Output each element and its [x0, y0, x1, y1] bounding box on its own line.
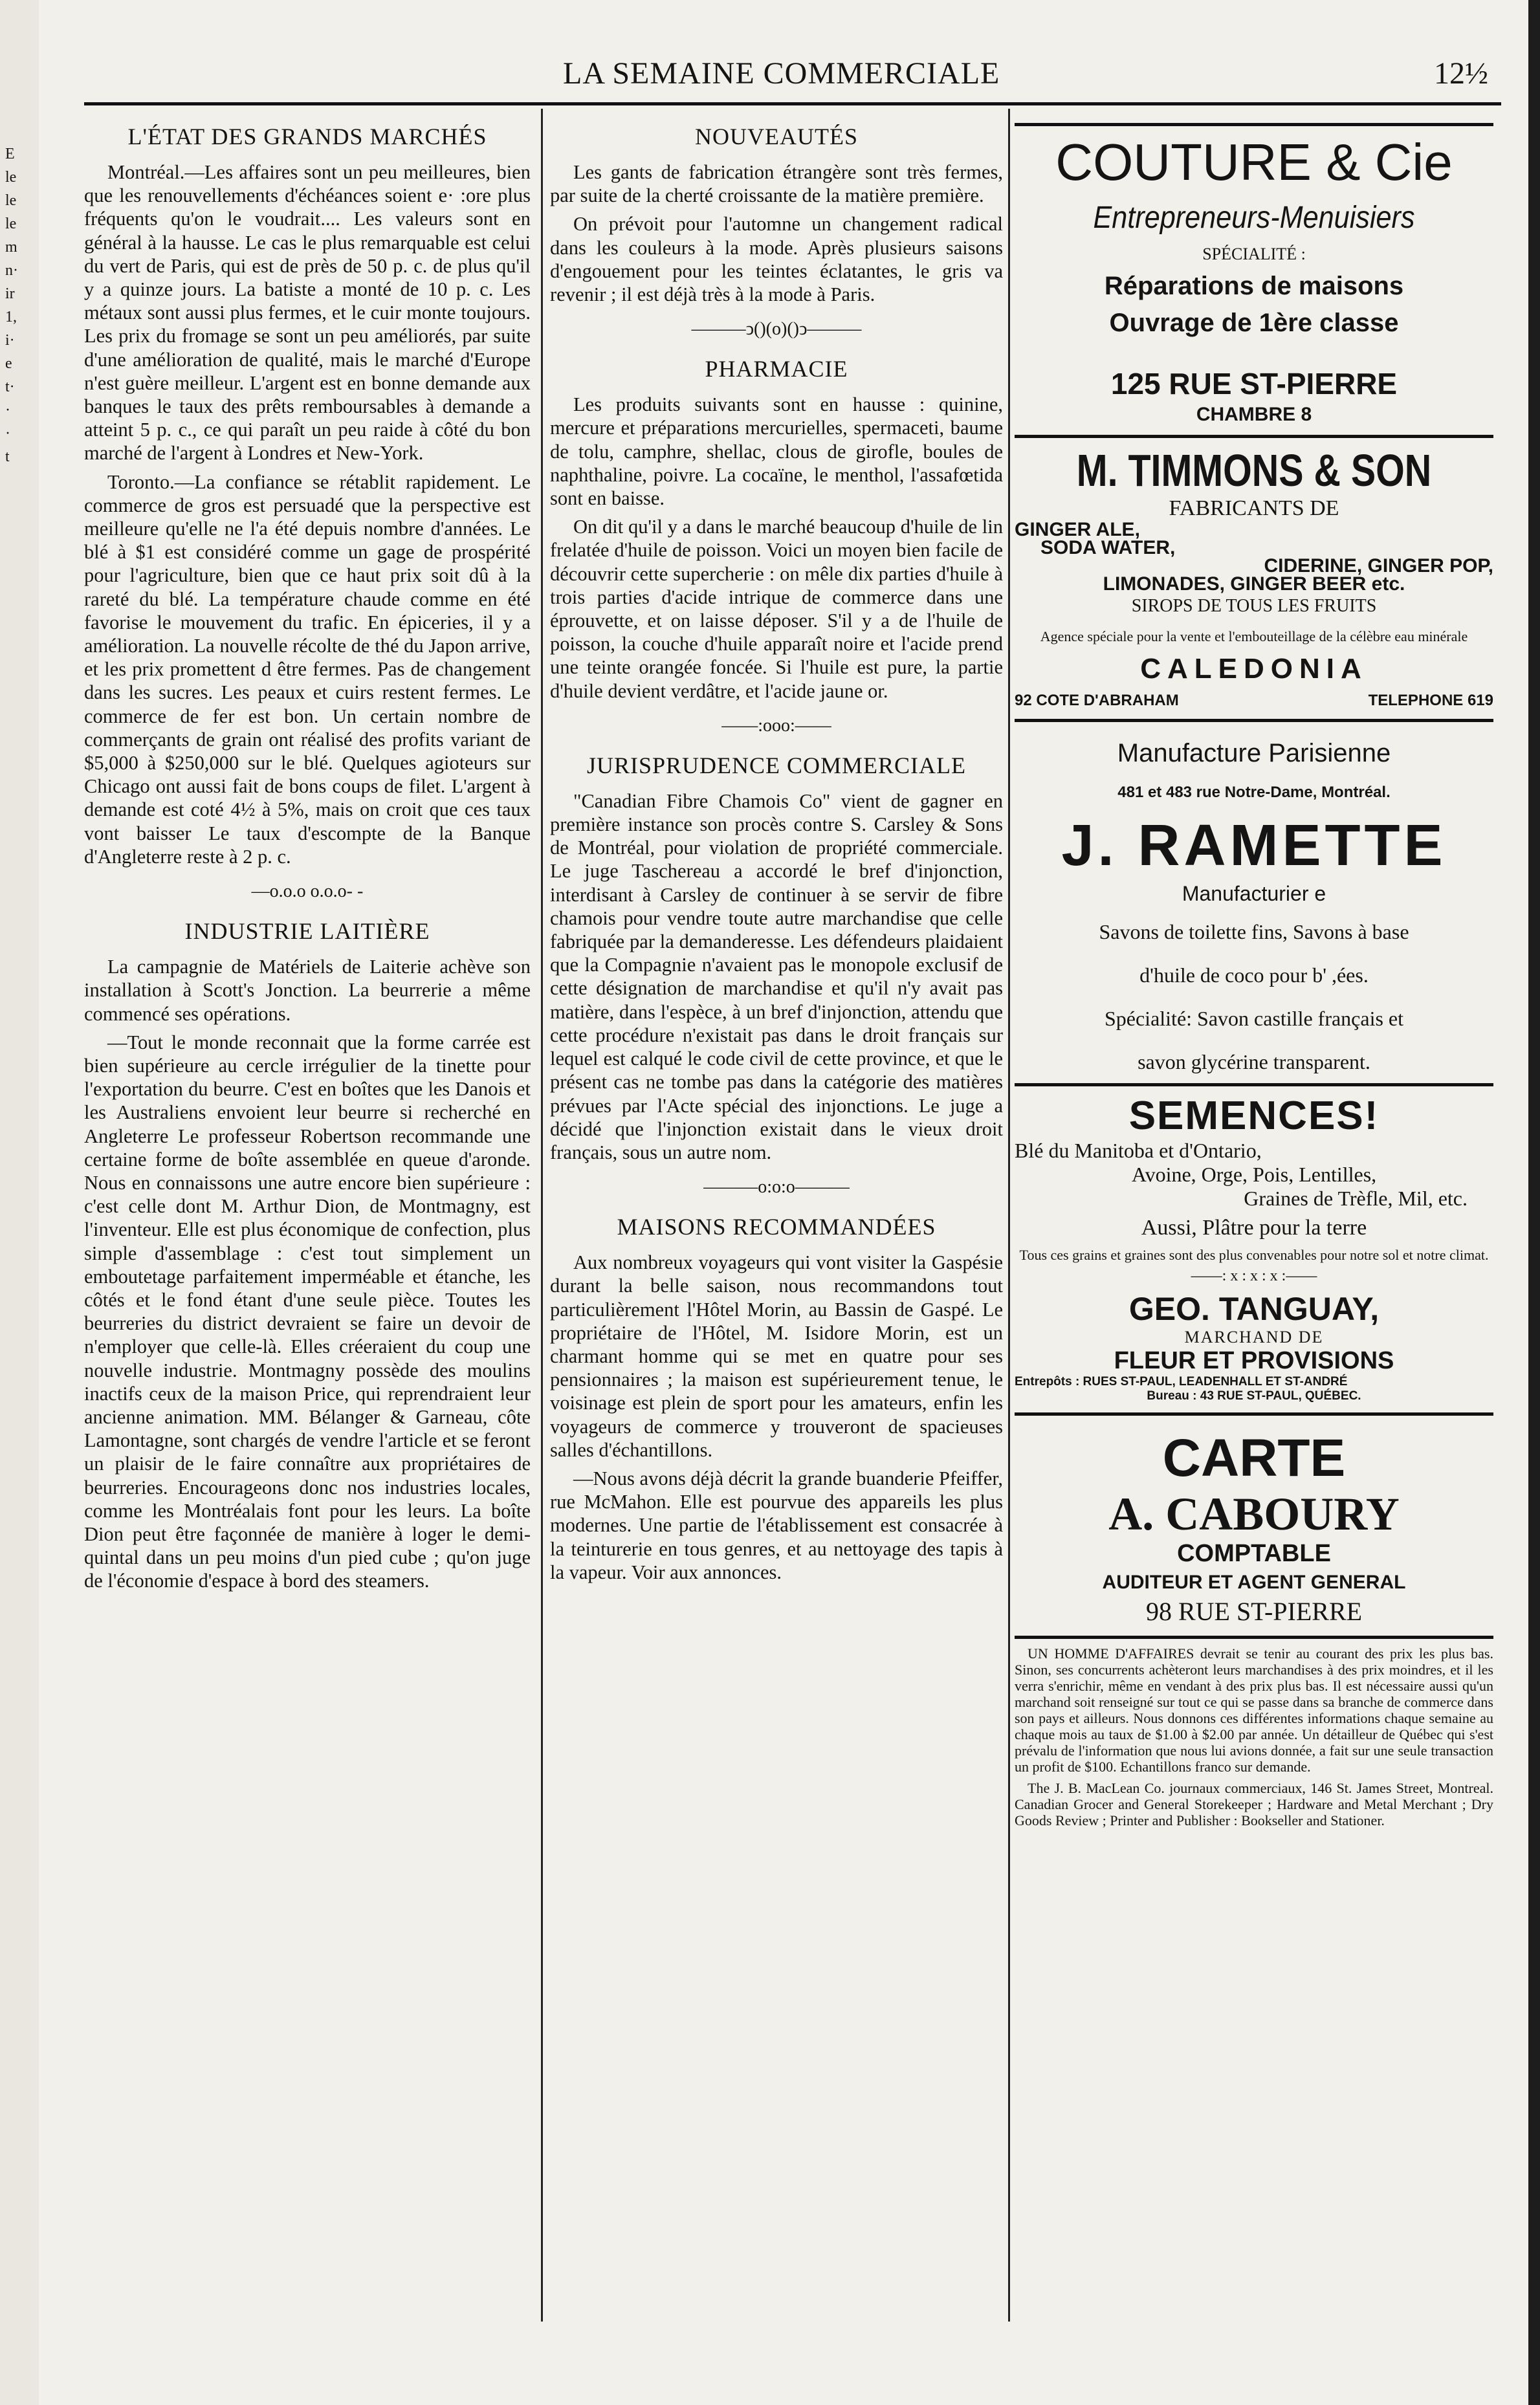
- section-heading-marches: L'ÉTAT DES GRANDS MARCHÉS: [127, 124, 487, 149]
- header-rule: [84, 102, 1501, 105]
- ad-ramette-line: Spécialité: Savon castille français et: [1104, 1007, 1404, 1030]
- section-heading-pharmacie: PHARMACIE: [705, 356, 848, 382]
- section-heading-maisons: MAISONS RECOMMANDÉES: [617, 1214, 936, 1240]
- ad-couture-spec: SPÉCIALITÉ :: [1202, 245, 1306, 263]
- ad-maclean-text: The J. B. MacLean Co. journaux commerciaux, 146 St. James Street, Montreal. Canadian Grocer and General Storekeeper ; Hardware and Metal Merchant ; Dry Goods Review ; Printer and Publisher : Bookseller and Stationer.: [1015, 1780, 1493, 1828]
- article-paragraph: Les produits suivants sont en hausse : quinine, mercure et préparations mercurielles, spermaceti, baume de tolu, camphre, shellac, clous de girofle, boules de naphthaline, poivre. La cocaïne, le menthol, l'assafœtida sont en baisse.: [550, 393, 1003, 510]
- ad-timmons-product: LIMONADES, GINGER BEER etc.: [1103, 573, 1405, 595]
- margin-fragment: ir: [5, 285, 15, 302]
- ad-timmons: [1015, 438, 1493, 722]
- margin-fragment: t·: [5, 379, 15, 395]
- ad-couture-name: COUTURE & Cie: [1055, 133, 1453, 191]
- column-2: [550, 123, 1003, 1589]
- ad-tanguay-goods: FLEUR ET PROVISIONS: [1114, 1347, 1394, 1374]
- article-paragraph: La campagnie de Matériels de Laiterie achève son installation à Scott's Jonction. La beurrerie a même commencé ses opérations.: [84, 956, 531, 1025]
- margin-fragment: le: [5, 192, 17, 209]
- ad-timmons-contact: [1015, 692, 1493, 710]
- ad-caboury-carte: CARTE: [1162, 1429, 1346, 1488]
- ad-timmons-name: M. TIMMONS & SON: [1076, 445, 1432, 496]
- article-paragraph: On prévoit pour l'automne un changement radical dans les couleurs à la mode. Après plusieurs saisons d'engouement pour les teintes éclatantes, le gris va revenir ; il est déjà très à la mode à Paris.: [550, 213, 1003, 306]
- section-separator: ———o:o:o———: [703, 1177, 850, 1198]
- running-title: LA SEMAINE COMMERCIALE: [563, 56, 1000, 91]
- page-number: 12½: [1434, 56, 1488, 91]
- margin-fragment: m: [5, 239, 17, 256]
- article-paragraph: Montréal.—Les affaires sont un peu meilleures, bien que les renouvellements d'échéances soient e· :ore plus fréquents qu'on le voudrait.... Les valeurs sont en général à la hausse. Le cas le plus remarquable est celui du vert de Paris, qui est de près de 50 p. c. de plus qu'il y a quinze jours. La batiste a monté de 10 p. c. Les métaux sont aussi plus fermes, et le cuir monte toujours. Les prix du fromage se sont un peu améliorés, par suite d'une amélioration de qualité, mais le marché d'Europe n'est guère meilleur. L'argent est en bonne demande aux banques le taux des prêts remboursables à demande a atteint 5 p. c., ce qui paraît un peu raide à côté du bon marché de l'argent à Londres et New-York.: [84, 161, 531, 465]
- ad-tanguay-line: Aussi, Plâtre pour la terre: [1141, 1216, 1367, 1240]
- ad-tanguay-dep: Entrepôts : RUES ST-PAUL, LEADENHALL ET ST-ANDRÉ: [1015, 1375, 1348, 1389]
- ad-tanguay-line: Graines de Trèfle, Mil, etc.: [1244, 1187, 1468, 1210]
- margin-fragment: E: [5, 146, 15, 162]
- margin-fragment: t: [5, 448, 10, 465]
- article-paragraph: —Tout le monde reconnait que la forme carrée est bien supérieure au cercle irrégulier de la tinette pour l'exportation du beurre. C'est en boîtes que les Danois et les Australiens envoient leur beurre si recherché en Angleterre Le professeur Robertson recommande une certaine forme de boîte assemblée en queue d'aronde. Nous en connaissons une autre encore bien supérieure : c'est celle dont M. Arthur Dion, de Montmagny, est l'inventeur. Elle est plus économique de confection, plus simple d'assemblage : c'est tout simplement un emboutetage parfaitement imperméable et étanche, les côtés et le fond étant d'une seule pièce. Toutes les beurreries du district devraient se faire un devoir de n'employer que celle-là. Elles créeraient du coup une nouvelle industrie. Montmagny possède des moulins inactifs ceux de la maison Price, qui reprendraient leur ancienne animation. MM. Bélanger & Garneau, côte Lamontagne, sont chargés de vendre l'article et se feront un plaisir de le faire connaître aux propriétaires de beurreries. Encourageons donc nos industries locales, comme les Montréalais font pour les leurs. La boîte Dion peut être façonnée de manière à loger le demi-quintal dans un peu moins d'un pied cube ; qu'on juge de l'économie d'espace à bord des steamers.: [84, 1031, 531, 1592]
- ad-tanguay-note: Tous ces grains et graines sont des plus convenables pour notre sol et notre climat.: [1019, 1247, 1489, 1263]
- ad-tanguay-office: Bureau : 43 RUE ST-PAUL, QUÉBEC.: [1147, 1389, 1361, 1403]
- ad-tanguay-sep: ——: x : x : x :——: [1191, 1268, 1317, 1284]
- section-separator: ———ↄ()(o)()ↄ———: [691, 319, 862, 340]
- ad-timmons-brand: CALEDONIA: [1140, 653, 1368, 685]
- margin-fragment: ·: [5, 425, 10, 442]
- ad-timmons-sub: FABRICANTS DE: [1169, 496, 1339, 520]
- margin-fragment: n·: [5, 262, 18, 279]
- ad-caboury-role: COMPTABLE: [1177, 1540, 1331, 1567]
- column-3-ads: [1015, 123, 1493, 1834]
- article-paragraph: On dit qu'il y a dans le marché beaucoup d'huile de lin frelatée d'huile de poisson. Voici un moyen bien facile de découvrir cette supercherie : on mêle dix parties d'huile à trois parties d'acide intrique de commerce dans une éprouvette, et on laisse déposer. S'il y a de l'huile de poisson, la couche d'huile apparaît noire et l'acide prend une teinte orangée foncée. Si l'huile est pure, la partie d'huile devient verdâtre, et l'acide jaune or.: [550, 516, 1003, 702]
- ad-ramette-line: savon glycérine transparent.: [1138, 1050, 1370, 1073]
- ad-ramette-addr: 481 et 483 rue Notre-Dame, Montréal.: [1117, 784, 1391, 801]
- ad-couture-addr: 125 RUE ST-PIERRE: [1110, 367, 1398, 401]
- margin-fragment: le: [5, 215, 17, 232]
- ad-tanguay-title: SEMENCES!: [1128, 1093, 1380, 1138]
- ad-timmons-phone: TELEPHONE 619: [1368, 692, 1493, 709]
- ad-couture-sub: Entrepreneurs-Menuisiers: [1093, 201, 1415, 235]
- ad-caboury: [1015, 1416, 1493, 1639]
- ad-couture-line2: Ouvrage de 1ère classe: [1109, 309, 1399, 337]
- ad-timmons-product: GINGER ALE,: [1015, 519, 1140, 540]
- column-rule: [541, 109, 543, 2322]
- margin-fragment: ·: [5, 402, 10, 419]
- ad-tanguay-name: GEO. TANGUAY,: [1128, 1291, 1380, 1327]
- ad-tanguay-line: Avoine, Orge, Pois, Lentilles,: [1131, 1163, 1377, 1186]
- ad-caboury-addr: 98 RUE ST-PIERRE: [1145, 1597, 1363, 1626]
- section-heading-laitiere: INDUSTRIE LAITIÈRE: [184, 918, 430, 945]
- ad-ramette-line: d'huile de coco pour b' ,ées.: [1139, 963, 1369, 987]
- margin-fragment: 1,: [5, 309, 17, 325]
- margin-fragment: e: [5, 355, 12, 372]
- ad-ramette-top: Manufacture Parisienne: [1117, 739, 1391, 767]
- ad-tanguay-merch: MARCHAND DE: [1184, 1328, 1324, 1346]
- article-paragraph: "Canadian Fibre Chamois Co" vient de gagner en première instance son procès contre S. Carsley & Sons de Montréal, pour violation de propriété commerciale. Le juge Taschereau a accordé le bref d'injonction, interdisant à Carsley de continuer à se servir de fibre chamois pour vendre toute autre marchandise que celle fabriquée par la demanderesse. Les défendeurs plaidaient que la Compagnie n'avaient pas le monopole exclusif de cette désignation de marchandise et qu'il n'y avait pas matière, dans l'espèce, à un bref d'injonction, attendu que cette procédure n'existait pas dans le droit français sur lequel est calqué le code civil de cette province, et que le présent cas ne tombe pas dans la catégorie des matières prévues par l'Acte spécial des injonctions. Le juge a décidé que l'injonction existait dans le vieux droit français, sous un autre nom.: [550, 789, 1003, 1163]
- article-paragraph: —Nous avons déjà décrit la grande buanderie Pfeiffer, rue McMahon. Elle est pourvue des appareils les plus modernes. Une partie de l'établissement est consacrée à la teinturerie en tous genres, et au nettoyage des tapis à la vapeur. Voir aux annonces.: [550, 1467, 1003, 1583]
- ad-ramette-line: Savons de toilette fins, Savons à base: [1099, 920, 1409, 943]
- column-rule: [1008, 109, 1010, 2322]
- ad-timmons-addr: 92 COTE D'ABRAHAM: [1015, 692, 1179, 709]
- ad-ramette-role: Manufacturier e: [1182, 882, 1326, 905]
- ad-timmons-agency: Agence spéciale pour la vente et l'embouteillage de la célèbre eau minérale: [1040, 628, 1468, 644]
- article-paragraph: Les gants de fabrication étrangère sont très fermes, par suite de la cherté croissante de la matière première.: [550, 161, 1003, 207]
- ad-maclean: [1015, 1639, 1493, 1828]
- ad-couture-room: CHAMBRE 8: [1196, 404, 1312, 425]
- ad-couture: [1015, 123, 1493, 438]
- ad-tanguay: [1015, 1086, 1493, 1416]
- section-heading-jurisprudence: JURISPRUDENCE COMMERCIALE: [586, 752, 967, 778]
- section-separator: —o.o.o o.o.o- -: [251, 881, 364, 902]
- margin-fragment: le: [5, 169, 17, 186]
- ad-timmons-product: CIDERINE, GINGER POP,: [1264, 555, 1493, 577]
- column-1: [84, 123, 531, 1598]
- ad-caboury-name: A. CABOURY: [1108, 1488, 1400, 1540]
- ad-timmons-product: SODA WATER,: [1040, 537, 1176, 558]
- margin-fragment: i·: [5, 332, 15, 349]
- ad-couture-line1: Réparations de maisons: [1104, 272, 1404, 300]
- ad-maclean-text: UN HOMME D'AFFAIRES devrait se tenir au courant des prix les plus bas. Sinon, ses concurrents achèteront leurs marchandises à des prix moindres, et il les verra s'enrichir, même en vendant à des prix plus bas. Il est nécessaire aussi qu'un marchand soit renseigné sur tout ce qui se passe dans sa branche de commerce dans son pays et ailleurs. Nous donnons ces différentes informations chaque semaine au chaque mois au taux de $1.00 à $2.00 par année. Un détailleur de Québec qui s'est prévalu de l'information que nous lui avions donnée, a fait sur une seule transaction un profit de $100. Echantillons franco sur demande.: [1015, 1645, 1493, 1775]
- section-separator: ——:ooo:——: [721, 715, 831, 736]
- article-paragraph: Aux nombreux voyageurs qui vont visiter la Gaspésie durant la belle saison, nous recommandons tout particulièrement l'Hôtel Morin, au Bassin de Gaspé. Le propriétaire de l'Hôtel, M. Isidore Morin, est un charmant homme qui se met en quatre pour ses pensionnaires ; la maison est supérieurement tenue, le voisinage est plein de sport pour les amateurs, enfin les voyageurs de commerce y trouveront de spacieuses salles d'échantillons.: [550, 1251, 1003, 1461]
- ad-tanguay-line: Blé du Manitoba et d'Ontario,: [1015, 1139, 1262, 1162]
- ad-timmons-syrups: SIROPS DE TOUS LES FRUITS: [1131, 596, 1377, 616]
- right-page-edge: [1528, 0, 1540, 2405]
- page-header: [84, 53, 1501, 98]
- margin-fragments: [5, 142, 25, 468]
- ad-caboury-role2: AUDITEUR ET AGENT GENERAL: [1102, 1572, 1406, 1593]
- ad-ramette-name: J. RAMETTE: [1061, 813, 1447, 878]
- article-paragraph: Toronto.—La confiance se rétablit rapidement. Le commerce de gros est persuadé que la perspective est meilleure qu'elle ne l'a été depuis nombre d'années. Le blé à $1 est considéré comme un gage de prospérité pour l'agriculture, bien que ce haut prix soit dû à la rareté du blé. La température chaude comme en été favorise le mouvement du trafic. En épiceries, il y a amélioration. La nouvelle récolte de thé du Japon arrive, et les prix promettent d être fermes. Pas de changement dans les sucres. Les peaux et cuirs restent fermes. Le commerce de fer est bon. Un certain nombre de commerçants de grain ont réalisé des profits variant de $5,000 à $250,000 sur le blé. Quelques agioteurs sur Chicago ont aussi fait de bons coups de filet. L'argent à demande est coté 4½ à 5%, mais on croit que ces taux vont baisser Le taux d'escompte de la Banque d'Angleterre reste à 2 p. c.: [84, 470, 531, 868]
- section-heading-nouveautes: NOUVEAUTÉS: [695, 124, 858, 149]
- ad-ramette: [1015, 722, 1493, 1086]
